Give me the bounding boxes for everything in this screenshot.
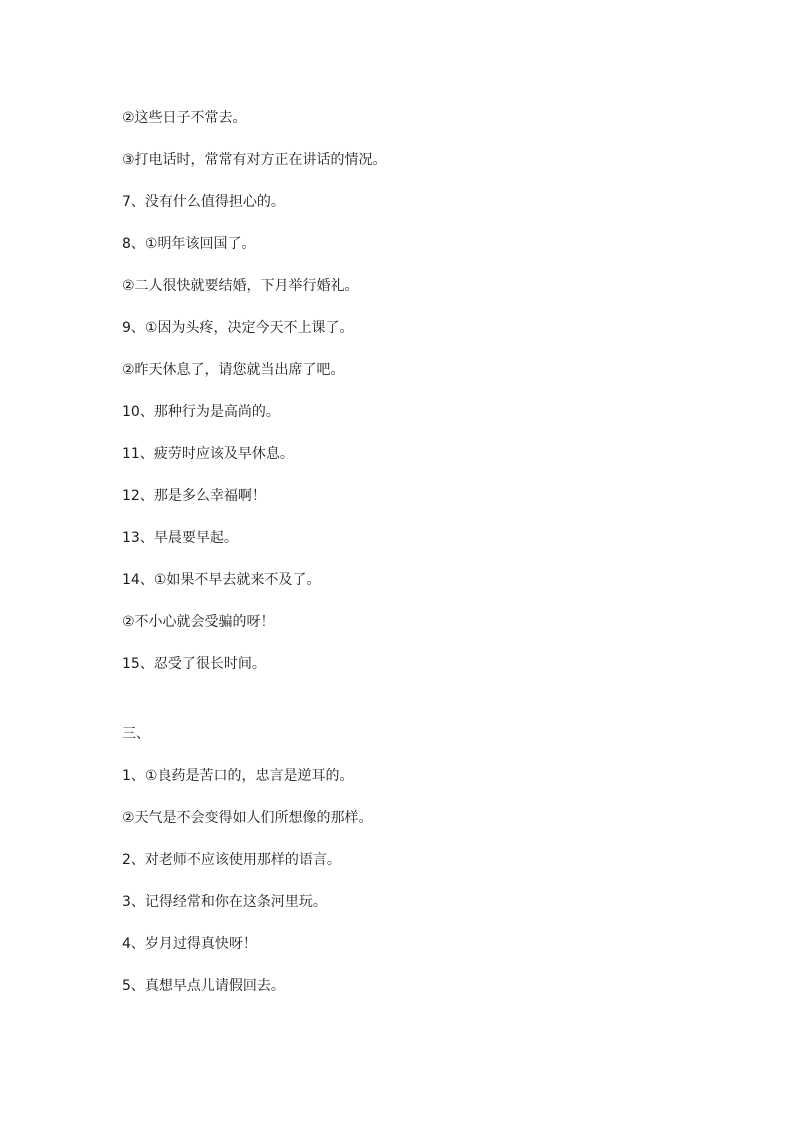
text-line: 5、真想早点儿请假回去。 <box>122 978 285 994</box>
text-line: ②这些日子不常去。 <box>122 110 247 126</box>
text-line: 10、那种行为是高尚的。 <box>122 404 280 420</box>
text-line: ②昨天休息了，请您就当出席了吧。 <box>122 362 345 378</box>
text-line: 11、疲劳时应该及早休息。 <box>122 446 294 462</box>
text-body <box>122 108 722 1018</box>
text-line: 4、岁月过得真快呀！ <box>122 936 257 952</box>
text-line: 15、忍受了很长时间。 <box>122 656 266 672</box>
text-line: 1、①良药是苦口的，忠言是逆耳的。 <box>122 768 354 784</box>
text-line: 14、①如果不早去就来不及了。 <box>122 572 321 588</box>
text-line: ②天气是不会变得如人们所想像的那样。 <box>122 810 373 826</box>
text-line: 13、早晨要早起。 <box>122 530 238 546</box>
text-line: 3、记得经常和你在这条河里玩。 <box>122 894 327 910</box>
text-line: ②不小心就会受骗的呀！ <box>122 614 275 630</box>
text-line: ③打电话时，常常有对方正在讲话的情况。 <box>122 152 387 168</box>
text-line: 9、①因为头疼，决定今天不上课了。 <box>122 320 354 336</box>
text-line: 7、没有什么值得担心的。 <box>122 194 285 210</box>
text-line: 8、①明年该回国了。 <box>122 236 256 252</box>
text-line: ②二人很快就要结婚，下月举行婚礼。 <box>122 278 359 294</box>
text-line: 12、那是多么幸福啊！ <box>122 488 266 504</box>
text-line: 2、对老师不应该使用那样的语言。 <box>122 852 341 868</box>
section-heading: 三、 <box>122 726 150 742</box>
